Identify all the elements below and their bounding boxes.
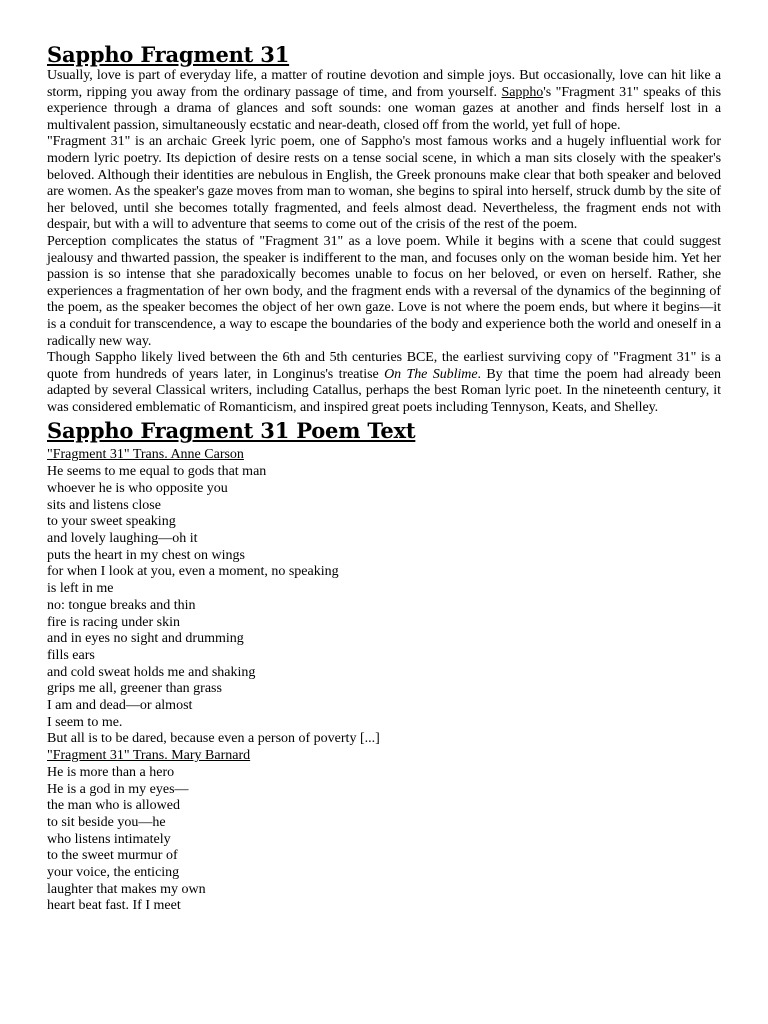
- paragraph-1-text-b: 's "Fragment 31" speaks of this experience through a drama of glances and soft sounds: one woman gazes at another and finds herself lost in a multivalent passion, simultaneously ecstatic and near-death, closed off from the world, yet full of hope.: [47, 84, 721, 133]
- paragraph-4-text-a: Though Sappho likely lived between the 6th and 5th centuries BCE, the earliest surviving copy of "Fragment 31" is a quote from hundreds of years later, in Longinus's treatise: [47, 350, 721, 382]
- poem-line: sits and listens close: [47, 497, 161, 513]
- poem-line: the man who is allowed: [47, 798, 180, 814]
- poem-line: puts the heart in my chest on wings: [47, 547, 245, 563]
- poem-line: for when I look at you, even a moment, no speaking: [47, 564, 339, 580]
- poem-line: laughter that makes my own: [47, 881, 206, 897]
- carson-translation: [47, 447, 721, 748]
- poem-line: fire is racing under skin: [47, 614, 180, 630]
- carson-poem-lines: [47, 464, 721, 748]
- poem-heading: Sappho Fragment 31 Poem Text: [47, 418, 416, 444]
- poem-line: no: tongue breaks and thin: [47, 597, 196, 613]
- poem-line: He is more than a hero: [47, 764, 175, 780]
- poem-line: and lovely laughing—oh it: [47, 530, 198, 546]
- poem-line: I am and dead—or almost: [47, 698, 193, 714]
- sappho-link[interactable]: Sappho: [501, 84, 544, 100]
- essay-paragraph-1: [47, 68, 721, 134]
- poem-line: heart beat fast. If I meet: [47, 898, 181, 914]
- poem-line: to the sweet murmur of: [47, 848, 178, 864]
- barnard-poem-lines: [47, 765, 721, 915]
- barnard-translation: [47, 748, 721, 915]
- paragraph-1-text-a: Usually, love is part of everyday life, a matter of routine devotion and simple joys. But occasionally, love can hit like a storm, ripping you away from the ordinary passage of time, and from yourself.: [47, 68, 721, 100]
- essay-paragraph-3: Perception complicates the status of "Fragment 31" as a love poem. While it begins with a scene that could suggest jealousy and thwarted passion, the speaker is indifferent to the man, and focuses only on the woman beside him. Yet her passion is so intense that she paradoxically becomes unable to focus on her beloved, or even on herself. Rather, she experiences a fragmentation of her own body, and the fragment ends with a reversal of the dynamics of the beginning of the poem, as the speaker becomes the object of her own gaze. Love is not where the poem ends, but where it begins—it is a conduit for transcendence, a way to escape the boundaries of the body and experience both the world and oneself in a radically new way.: [47, 233, 721, 349]
- poem-line: to your sweet speaking: [47, 514, 176, 530]
- poem-line: and in eyes no sight and drumming: [47, 631, 244, 647]
- paragraph-4-text-b: . By that time the poem had already been adapted by several Classical writers, including Catallus, perhaps the best Roman lyric poet. In the nineteenth century, it was considered emblematic of Romanticism, and inspired great poets including Tennyson, Keats, and Shelley.: [47, 366, 721, 415]
- poem-line: to sit beside you—he: [47, 814, 166, 830]
- essay-heading: Sappho Fragment 31: [47, 42, 290, 67]
- poem-line: He seems to me equal to gods that man: [47, 464, 267, 480]
- poem-line: who listens intimately: [47, 831, 171, 847]
- treatise-title: On The Sublime: [384, 366, 478, 382]
- poem-line: whoever he is who opposite you: [47, 480, 228, 496]
- essay-paragraph-2: "Fragment 31" is an archaic Greek lyric poem, one of Sappho's most famous works and a hugely influential work for modern lyric poetry. Its depiction of desire rests on a tense social scene, in which a man sits closely with the speaker's beloved. Although their identities are nebulous in English, the Greek pronouns make clear that both speaker and beloved are women. As the speaker's gaze moves from man to woman, she begins to spiral into herself, struck dumb by the site of her beloved, until she becomes totally fragmented, and feels almost dead. Nevertheless, the fragment ends not with despair, but with a will to adventure that seems to come out of the crisis of the rest of the poem.: [47, 134, 721, 233]
- poem-line: He is a god in my eyes—: [47, 781, 189, 797]
- poem-line: But all is to be dared, because even a person of poverty [...]: [47, 731, 380, 747]
- poem-line: fills ears: [47, 647, 95, 663]
- document-content: [47, 42, 721, 915]
- carson-translation-title: "Fragment 31" Trans. Anne Carson: [47, 447, 244, 463]
- poem-line: I seem to me.: [47, 714, 123, 730]
- poem-line: grips me all, greener than grass: [47, 681, 222, 697]
- barnard-translation-title: "Fragment 31" Trans. Mary Barnard: [47, 748, 251, 764]
- essay-paragraph-4: [47, 350, 721, 416]
- poem-line: is left in me: [47, 581, 114, 597]
- poem-line: your voice, the enticing: [47, 865, 180, 881]
- poem-line: and cold sweat holds me and shaking: [47, 664, 256, 680]
